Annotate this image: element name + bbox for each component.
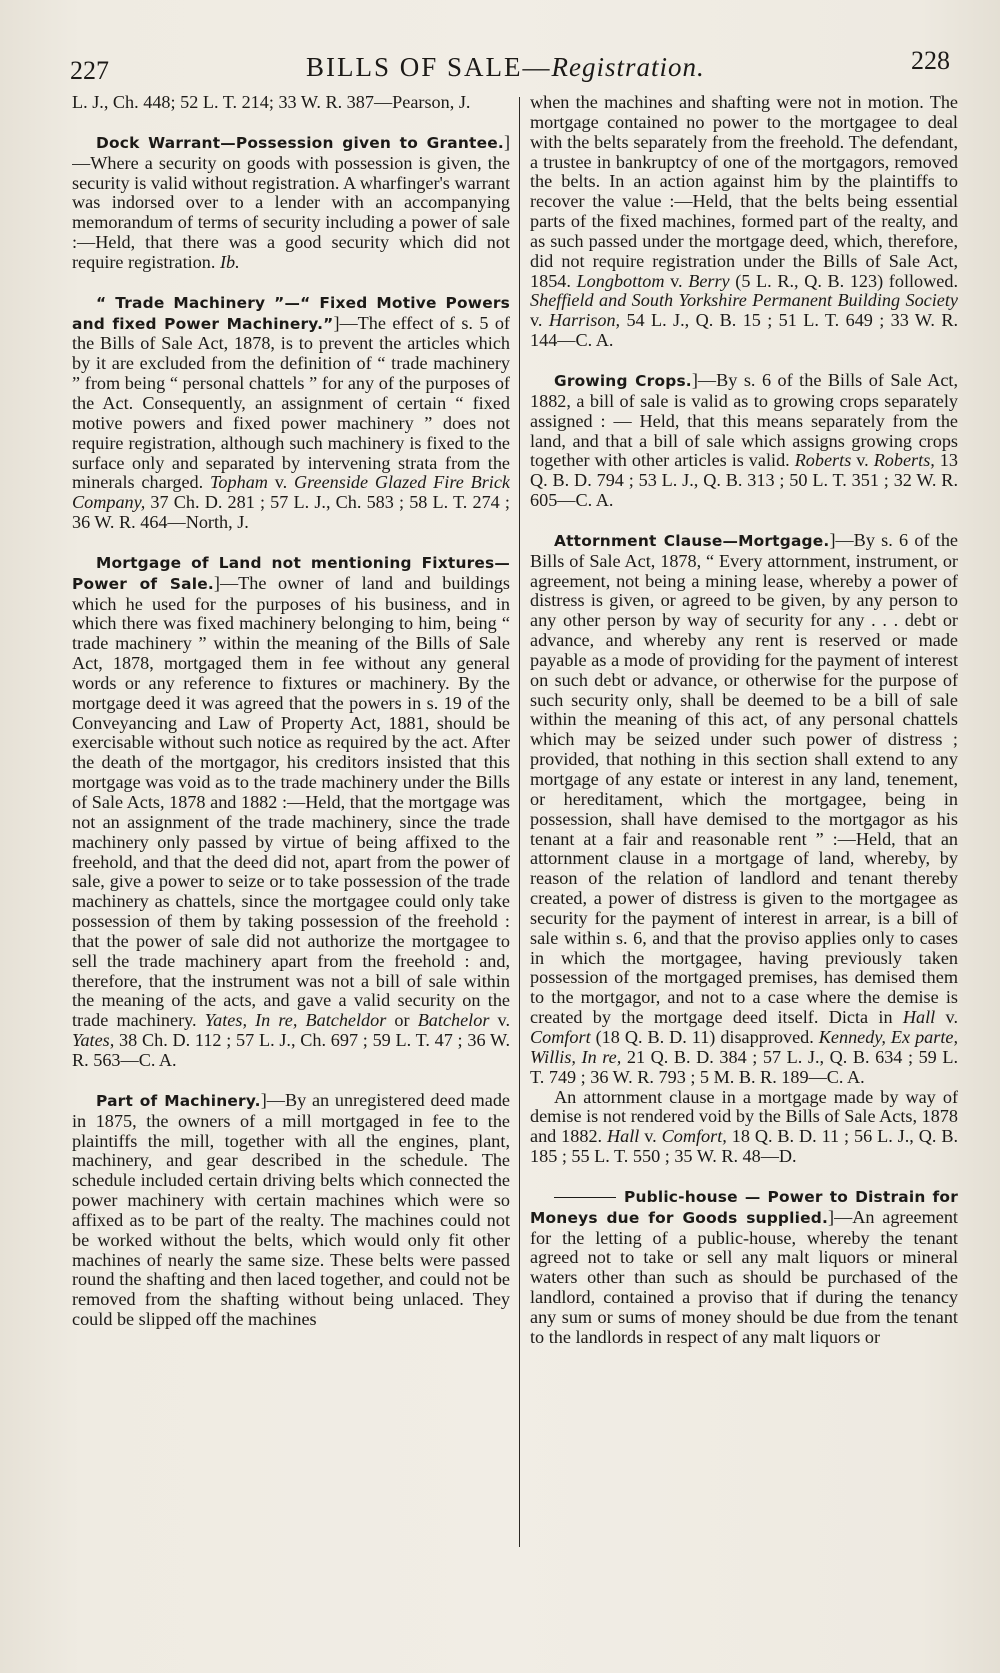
repeat-heading-dash xyxy=(554,1197,616,1198)
continued-citation: L. J., Ch. 448; 52 L. T. 214; 33 W. R. 387—Pearson, J. xyxy=(72,93,471,112)
citation-reference: 18 Q. B. D. 11 ; 56 L. J., Q. B. 185 ; 55 L. T. 550 ; 35 W. R. 48—D. xyxy=(530,1126,958,1167)
case-citation: Harrison, xyxy=(548,310,621,331)
case-citation: Yates, xyxy=(72,1030,115,1051)
entry-public-house xyxy=(530,1187,958,1348)
citation-reference: 54 L. J., Q. B. 15 ; 51 L. T. 649 ; 33 W. R. 144—C. A. xyxy=(530,310,958,351)
page-header xyxy=(70,46,950,86)
case-citation: Topham xyxy=(209,472,268,493)
entry-heading: “ Trade Machinery ”—“ Fixed Motive Powers and fixed Power Machinery.” xyxy=(72,293,510,333)
case-versus: v. xyxy=(935,1007,958,1028)
entry-part-of-machinery xyxy=(72,1091,510,1330)
case-citation: Ib. xyxy=(219,251,240,272)
case-citation: Hall xyxy=(902,1007,936,1028)
entry-attornment-demise xyxy=(530,1088,958,1167)
entry-dock-warrant xyxy=(72,133,510,273)
entry-body: ]—Where a security on goods with possession is given, the security is valid without registration. A wharfinger's warrant was indorsed over to a lender with an accompanying memorandum of terms of security including a power of sale :—Held, that there was a good security which did not require registration. xyxy=(72,131,510,272)
running-title-main: BILLS OF SALE— xyxy=(306,52,552,82)
entry-heading: Growing Crops. xyxy=(554,371,692,390)
case-citation: Comfort, xyxy=(661,1126,727,1147)
case-citation: Kennedy, Ex parte, Willis, In re, xyxy=(530,1026,958,1067)
entry-body: An attornment clause in a mortgage made by way of demise is not rendered void by the Bills of Sale Acts, 1878 and 1882. xyxy=(530,1086,958,1147)
case-citation: Berry xyxy=(688,270,730,291)
case-versus: v. xyxy=(267,472,294,493)
citation-reference: 13 Q. B. D. 794 ; 53 L. J., Q. B. 313 ; 50 L. T. 351 ; 32 W. R. 605—C. A. xyxy=(530,450,958,511)
citation-reference: 21 Q. B. D. 384 ; 57 L. J., Q. B. 634 ; 59 L. T. 749 ; 36 W. R. 793 ; 5 M. B. R. 189—C. A. xyxy=(530,1046,958,1087)
case-citation: Greenside Glazed Fire Brick Company, xyxy=(72,472,510,513)
entry-growing-crops xyxy=(530,371,958,511)
entry-body: ]—By an unregistered deed made in 1875, the owners of a mill mortgaged in fee to the plaintiffs the mill, together with all the engines, plant, machinery, and gear described in the schedule. The schedule included certain driving belts which connected the power machinery with certain machines which were so affixed as to be part of the realty. The machines could not be worked without the belts, which would only fit other machines of nearly the same size. These belts were passed round the shafting and then laced together, and could not be removed from the shafting without being unlaced. They could be slipped off the machines xyxy=(72,1089,510,1330)
page-number-left: 227 xyxy=(70,56,109,85)
citation-reference: 37 Ch. D. 281 ; 57 L. J., Ch. 583 ; 58 L. T. 274 ; 36 W. R. 464—North, J. xyxy=(72,492,510,533)
running-title-italic: Registration. xyxy=(551,52,705,82)
entry-attornment-clause xyxy=(530,531,958,1088)
entry-body: ]—The owner of land and buildings which he used for the purposes of his business, and in which there was fixed machinery belonging to him, being “ trade machinery ” within the meaning of the Bills of Sale Act, 1878, mortgaged them in fee without any general words or any reference to fixtures or machinery. By the mortgage deed it was agreed that the powers in s. 19 of the Conveyancing and Law of Property Act, 1881, should be exercisable without such notice as required by the act. After the death of the mortgagor, his creditors insisted that this mortgage was void as to the trade machinery under the Bills of Sale Acts, 1878 and 1882 :—Held, that the mortgage was not an assignment of the trade machinery, since the trade machinery only passed by virtue of being affixed to the freehold, and that the deed did not, apart from the power of sale, give a power to seize or to take possession of the trade machinery as chattels, since the mortgagee could only take possession of them by taking possession of the freehold : that the power of sale did not authorize the mortgagee to sell the trade machinery apart from the freehold : and, therefore, that the instrument was not a bill of sale within the meaning of the acts, and gave a valid security on the trade machinery. xyxy=(72,572,510,1031)
entry-trade-machinery xyxy=(72,293,510,533)
citation-reference: (5 L. R., Q. B. 123) followed. xyxy=(729,270,958,291)
case-versus: v. xyxy=(489,1010,510,1031)
entry-body: ]—By s. 6 of the Bills of Sale Act, 1878, “ Every attornment, instrument, or agreement, not being a mining lease, whereby a power of distress is given, or agreed to be given, by any person to any other person by way of security for any . . . debt or advance, and whereby any rent is reserved or made payable as a mode of providing for the payment of interest on such debt or advance, or otherwise for the purpose of such security only, shall be deemed to be a bill of sale within the meaning of this act, of any personal chattels which may be seized under such power of distress ; provided, that nothing in this section shall extend to any mortgage of any estate or interest in any land, tenement, or hereditament, which the mortgagee, being in possession, shall have demised to the mortgagor as his tenant at a fair and reasonable rent ” :—Held, that an attornment clause in a mortgage of land, whereby, by reason of the relation of landlord and tenant thereby created, a power of distress is given to the mortgagee as security for the payment of interest in arrear, is a bill of sale within s. 6, and that the proviso applies only to cases in which the mortgagee, having previously taken possession of the mortgaged premises, has demised them to the mortgagor, and not to a case where the demise is created by the mortgage deed itself. Dicta in xyxy=(530,529,958,1028)
running-title xyxy=(306,52,705,83)
entry-body: ]—The effect of s. 5 of the Bills of Sale Act, 1878, is to prevent the articles which by it are excluded from the definition of “ trade machinery ” from being “ personal chattels ” for any of the purposes of the Act. Consequently, an assignment of certain “ fixed motive powers and fixed power machinery ” does not require registration, although such machinery is fixed to the surface only and separated by intervening strata from the minerals charged. xyxy=(72,312,510,493)
case-versus: v. xyxy=(851,450,874,471)
entry-mortgage-of-land xyxy=(72,553,510,1071)
entry-body: ]—An agreement for the letting of a public-house, whereby the tenant agreed not to take or sell any malt liquors or mineral waters other than such as should be purchased of the landlord, contained a proviso that if during the tenancy any sum or sums of money should be due from the tenant to the landlords in respect of any malt liquors or xyxy=(530,1206,958,1347)
case-versus: v. xyxy=(664,270,689,291)
entry-heading: Public-house — Power to Distrain for Moneys due for Goods supplied. xyxy=(530,1187,958,1227)
entry-body: when the machines and shafting were not in motion. The mortgage contained no power to the mortgagee to deal with the belts separately from the freehold. The defendant, a trustee in bankruptcy of one of the mortgagors, removed the belts. In an action against him by the plaintiffs to recover the value :—Held, that the belts being essential parts of the fixed machines, formed part of the realty, and as such passed under the mortgage deed, which, therefore, did not require registration under the Bills of Sale Act, 1854. xyxy=(530,93,958,291)
page-number-right: 228 xyxy=(911,46,950,75)
entry-heading: Mortgage of Land not mentioning Fixtures—Power of Sale. xyxy=(72,553,510,593)
case-versus: v. xyxy=(639,1126,662,1147)
entry-heading: Part of Machinery. xyxy=(96,1091,261,1110)
case-citation: Longbottom xyxy=(576,270,665,291)
column-divider xyxy=(519,97,520,1547)
entry-continuation xyxy=(530,93,958,351)
case-citation: Yates, In re, Batcheldor xyxy=(204,1010,387,1031)
case-citation: Batchelor xyxy=(417,1010,490,1031)
right-column xyxy=(530,93,958,1553)
case-versus: v. xyxy=(530,310,549,331)
case-connector: or xyxy=(386,1010,418,1031)
citation-reference: (18 Q. B. D. 11) disapproved. xyxy=(590,1026,819,1047)
case-citation: Roberts, xyxy=(873,450,935,471)
entry-heading: Dock Warrant—Possession given to Grantee. xyxy=(96,133,504,152)
entry-body: ]—By s. 6 of the Bills of Sale Act, 1882, a bill of sale is valid as to growing crops separately assigned : — Held, that this means separately from the land, and that a bill of sale which assigns growing crops together with other articles is valid. xyxy=(530,369,958,471)
case-citation: Sheffield and South Yorkshire Permanent Building Society xyxy=(530,290,958,311)
left-column xyxy=(72,93,510,1553)
case-citation: Roberts xyxy=(794,450,852,471)
entry-heading: Attornment Clause—Mortgage. xyxy=(554,531,830,550)
case-citation: Hall xyxy=(607,1126,640,1147)
citation-reference: 38 Ch. D. 112 ; 57 L. J., Ch. 697 ; 59 L. T. 47 ; 36 W. R. 563—C. A. xyxy=(72,1030,510,1070)
case-citation: Comfort xyxy=(530,1026,591,1047)
